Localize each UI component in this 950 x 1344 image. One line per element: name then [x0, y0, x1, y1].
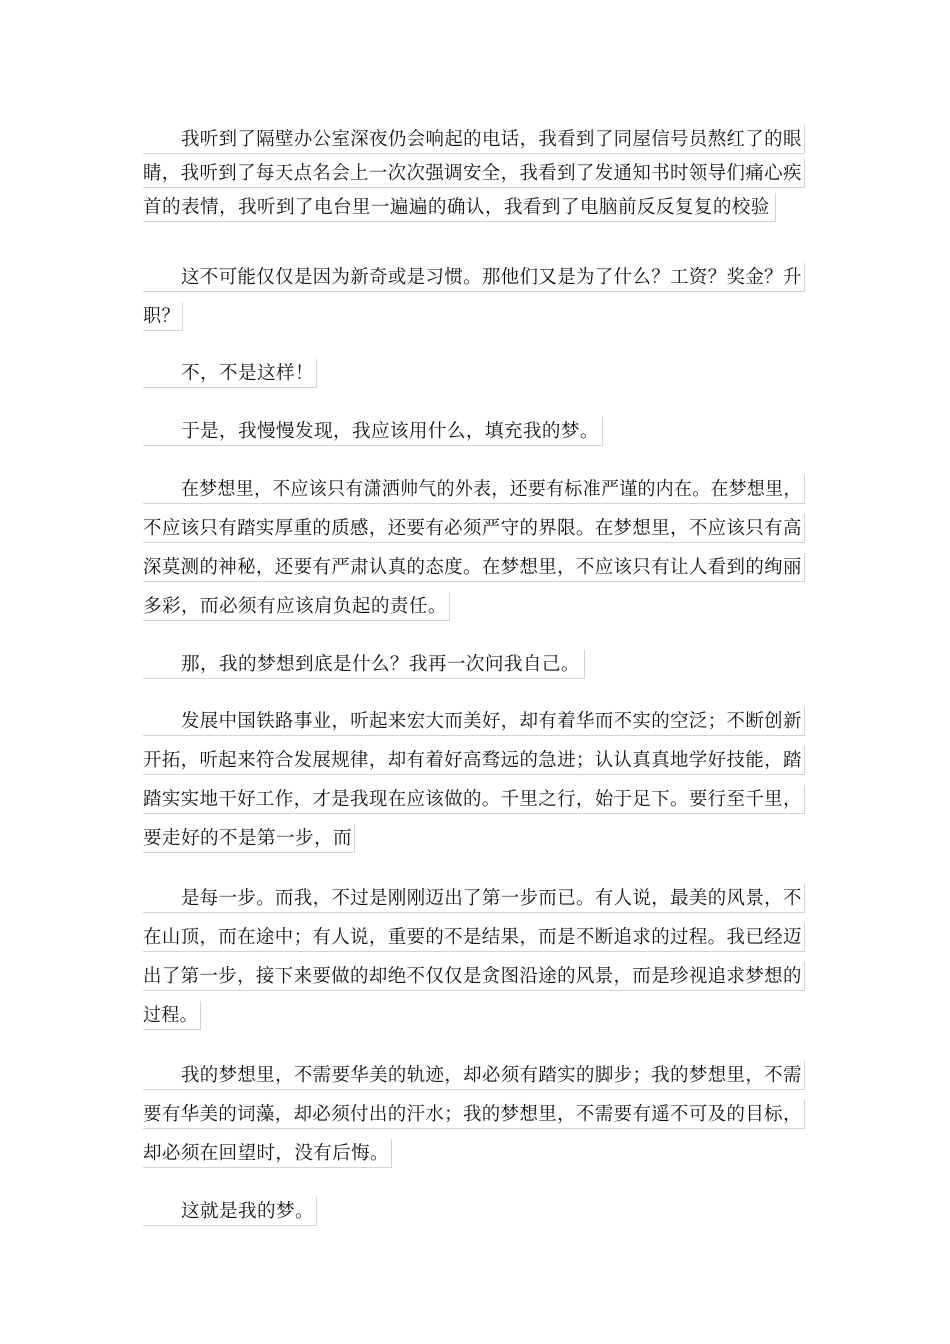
line-text: 首的表情，我听到了电台里一遍遍的确认，我看到了电脑前反反复复的校验	[143, 197, 770, 218]
line-text: 却必须在回望时，没有后悔。	[143, 1143, 389, 1164]
line-text: 这不可能仅仅是因为新奇或是习惯。那他们又是为了什么？工资？奖金？升	[181, 267, 802, 288]
line-text: 多彩，而必须有应该肩负起的责任。	[143, 596, 447, 617]
paragraph-line	[143, 514, 805, 543]
paragraph-line	[143, 193, 776, 222]
line-text: 出了第一步，接下来要做的却绝不仅仅是贪图沿途的风景，而是珍视追求梦想的	[143, 966, 802, 987]
paragraph-line	[143, 962, 805, 991]
line-text: 要走好的不是第一步，而	[143, 828, 352, 849]
line-text: 是每一步。而我，不过是刚刚迈出了第一步而已。有人说，最美的风景，不	[181, 888, 802, 909]
line-text: 要有华美的词藻，却必须付出的汗水；我的梦想里，不需要有遥不可及的目标，	[143, 1104, 802, 1125]
paragraph-line	[143, 785, 805, 814]
paragraph-line	[143, 1100, 805, 1129]
paragraph-line	[143, 1061, 805, 1090]
line-text: 深莫测的神秘，还要有严肃认真的态度。在梦想里，不应该只有让人看到的绚丽	[143, 557, 802, 578]
paragraph-line	[143, 1197, 317, 1226]
line-text: 在梦想里，不应该只有潇洒帅气的外表，还要有标准严谨的内在。在梦想里，	[181, 479, 802, 500]
paragraph-line	[143, 263, 805, 292]
paragraph-line	[143, 159, 805, 188]
paragraph-line	[143, 417, 603, 446]
line-text: 在山顶，而在途中；有人说，重要的不是结果，而是不断追求的过程。我已经迈	[143, 927, 802, 948]
line-text: 不应该只有踏实厚重的质感，还要有必须严守的界限。在梦想里，不应该只有高	[143, 518, 802, 539]
line-text: 发展中国铁路事业，听起来宏大而美好，却有着华而不实的空泛；不断创新	[181, 711, 802, 732]
paragraph-line	[143, 1001, 201, 1030]
paragraph-line	[143, 824, 355, 853]
paragraph-line	[143, 553, 805, 582]
line-text: 我的梦想里，不需要华美的轨迹，却必须有踏实的脚步；我的梦想里，不需	[181, 1065, 802, 1086]
paragraph-line	[143, 746, 805, 775]
line-text: 踏实实地干好工作，才是我现在应该做的。千里之行，始于足下。要行至千里，	[143, 789, 802, 810]
paragraph-line	[143, 359, 317, 388]
line-text: 不，不是这样！	[181, 363, 314, 384]
paragraph-line	[143, 125, 805, 154]
paragraph-line	[143, 302, 183, 331]
paragraph-line	[143, 884, 805, 913]
line-text: 我听到了隔壁办公室深夜仍会响起的电话，我看到了同屋信号员熬红了的眼	[181, 129, 802, 150]
paragraph-line	[143, 1139, 392, 1168]
line-text: 开拓，听起来符合发展规律，却有着好高骛远的急进；认认真真地学好技能，踏	[143, 750, 802, 771]
paragraph-line	[143, 923, 805, 952]
line-text: 过程。	[143, 1005, 198, 1026]
paragraph-line	[143, 650, 585, 679]
paragraph-line	[143, 592, 450, 621]
line-text: 睛，我听到了每天点名会上一次次强调安全，我看到了发通知书时领导们痛心疾	[143, 163, 802, 184]
line-text: 那，我的梦想到底是什么？我再一次问我自己。	[181, 654, 580, 675]
line-text: 于是，我慢慢发现，我应该用什么，填充我的梦。	[181, 421, 599, 442]
paragraph-line	[143, 475, 805, 504]
line-text: 这就是我的梦。	[181, 1201, 314, 1222]
line-text: 职？	[143, 306, 180, 327]
paragraph-line	[143, 707, 805, 736]
